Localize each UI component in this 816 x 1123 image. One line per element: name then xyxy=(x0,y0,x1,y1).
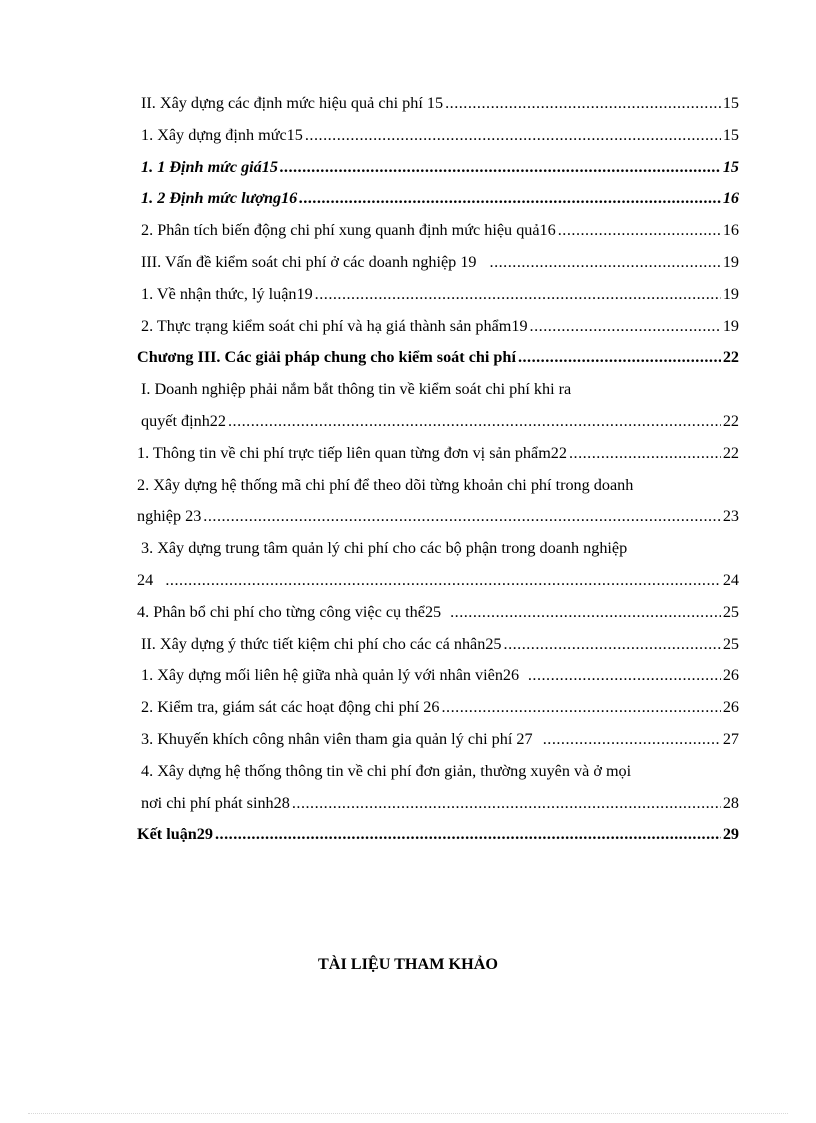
toc-entry-page: 15 xyxy=(722,94,739,112)
toc-entry-title-line1: I. Doanh nghiệp phải nắm bắt thông tin về kiểm soát chi phí khi ra xyxy=(141,380,572,399)
toc-entry[interactable] xyxy=(137,285,739,317)
toc-chapter-entry[interactable] xyxy=(137,348,739,380)
toc-entry-title-line2: nghiệp 23 xyxy=(137,507,202,526)
toc-entry[interactable] xyxy=(137,698,739,730)
toc-leader-dots xyxy=(299,189,721,208)
toc-entry-title: 2. Thực trạng kiểm soát chi phí và hạ giá thành sản phẩm19 xyxy=(141,316,528,335)
toc-entry[interactable] xyxy=(137,730,739,762)
toc-entry[interactable] xyxy=(137,603,739,635)
toc-entry-title: Chương III. Các giải pháp chung cho kiểm soát chi phí xyxy=(137,348,516,367)
toc-leader-dots xyxy=(445,94,721,113)
toc-entry-page: 16 xyxy=(722,221,739,240)
toc-entry-title: 1. Xây dựng định mức15 xyxy=(141,125,303,144)
toc-entry-title: II. Xây dựng ý thức tiết kiệm chi phí cho các cá nhân25 xyxy=(141,634,502,653)
toc-entry-page: 26 xyxy=(722,698,739,717)
toc-entry-title: 1. Xây dựng mối liên hệ giữa nhà quản lý với nhân viên26 xyxy=(141,666,520,685)
toc-entry-title: 2. Phân tích biến động chi phí xung quanh định mức hiệu quả16 xyxy=(141,221,556,240)
toc-entry-title-line2: nơi chi phí phát sinh28 xyxy=(141,793,290,812)
toc-entry-page: 22 xyxy=(722,348,739,367)
toc-entry[interactable] xyxy=(137,126,739,158)
toc-leader-dots xyxy=(569,444,721,463)
references-heading: TÀI LIỆU THAM KHẢO xyxy=(317,955,499,973)
toc-entry-page: 26 xyxy=(722,666,739,685)
table-of-contents xyxy=(137,94,739,857)
toc-leader-dots xyxy=(528,666,721,685)
toc-entry-page: 19 xyxy=(722,252,739,271)
toc-entry-page: 22 xyxy=(722,411,739,430)
toc-entry-title: 3. Khuyến khích công nhân viên tham gia quản lý chi phí 27 xyxy=(141,729,533,748)
toc-entry-page: 27 xyxy=(722,729,739,748)
toc-entry-title: II. Xây dựng các định mức hiệu quả chi phí 15 xyxy=(141,94,444,112)
toc-leader-dots xyxy=(292,794,721,813)
toc-entry-page: 19 xyxy=(722,284,739,303)
toc-entry-title-line1: 3. Xây dựng trung tâm quản lý chi phí cho các bộ phận trong doanh nghiệp xyxy=(141,539,628,558)
toc-entry-page: 29 xyxy=(722,825,739,844)
toc-entry-title-line1: 2. Xây dựng hệ thống mã chi phí để theo dõi từng khoản chi phí trong doanh xyxy=(137,475,634,494)
toc-entry[interactable] xyxy=(137,253,739,285)
toc-leader-dots xyxy=(450,603,721,622)
toc-entry-title: 2. Kiểm tra, giám sát các hoạt động chi phí 26 xyxy=(141,698,440,717)
toc-entry[interactable] xyxy=(137,444,739,476)
toc-entry[interactable] xyxy=(137,221,739,253)
toc-entry-title: Kết luận29 xyxy=(137,825,213,844)
toc-leader-dots xyxy=(203,507,721,526)
toc-entry-page: 28 xyxy=(722,793,739,812)
toc-entry[interactable] xyxy=(137,476,739,540)
toc-entry-page: 19 xyxy=(722,316,739,335)
toc-entry-page: 23 xyxy=(722,507,739,526)
toc-leader-dots xyxy=(305,126,721,145)
toc-leader-dots xyxy=(228,412,721,431)
page-bottom-divider xyxy=(28,1113,788,1114)
toc-leader-dots xyxy=(530,317,721,336)
toc-entry[interactable] xyxy=(137,158,739,190)
toc-entry-page: 15 xyxy=(722,125,739,144)
toc-entry-page: 25 xyxy=(722,602,739,621)
toc-leader-dots xyxy=(315,285,721,304)
toc-entry-title: 1. 2 Định mức lượng16 xyxy=(141,189,298,208)
toc-entry-title: 1. Về nhận thức, lý luận19 xyxy=(141,284,313,303)
toc-entry[interactable] xyxy=(137,635,739,667)
toc-leader-dots xyxy=(518,348,721,367)
toc-leader-dots xyxy=(165,571,720,590)
toc-entry[interactable] xyxy=(137,666,739,698)
toc-entry-title-line2: quyết định22 xyxy=(141,411,226,430)
toc-entry-title-line2: 24 xyxy=(137,570,154,589)
toc-entry-title: 1. 1 Định mức giá15 xyxy=(141,157,278,176)
toc-leader-dots xyxy=(543,730,721,749)
toc-leader-dots xyxy=(215,825,721,844)
toc-entry-page: 22 xyxy=(722,443,739,462)
toc-entry-page: 16 xyxy=(722,189,739,208)
toc-entry[interactable] xyxy=(137,539,739,603)
toc-leader-dots xyxy=(504,635,721,654)
toc-entry[interactable] xyxy=(137,317,739,349)
toc-entry-title: 1. Thông tin về chi phí trực tiếp liên quan từng đơn vị sản phẩm22 xyxy=(137,443,567,462)
toc-entry[interactable] xyxy=(137,762,739,826)
toc-entry[interactable] xyxy=(137,94,739,126)
toc-entry-title-line1: 4. Xây dựng hệ thống thông tin về chi phí đơn giản, thường xuyên và ở mọi xyxy=(141,761,632,780)
toc-leader-dots xyxy=(280,158,721,177)
toc-entry-page: 24 xyxy=(722,570,739,589)
toc-entry-title: 4. Phân bổ chi phí cho từng công việc cụ thể25 xyxy=(137,602,442,621)
toc-leader-dots xyxy=(490,253,721,272)
toc-leader-dots xyxy=(558,221,721,240)
toc-entry[interactable] xyxy=(137,825,739,857)
toc-entry-title: III. Vấn đề kiểm soát chi phí ở các doanh nghiệp 19 xyxy=(141,252,477,271)
toc-entry-page: 25 xyxy=(722,634,739,653)
toc-entry-page: 15 xyxy=(722,157,739,176)
toc-entry[interactable] xyxy=(137,189,739,221)
toc-leader-dots xyxy=(442,698,721,717)
toc-entry[interactable] xyxy=(137,380,739,444)
